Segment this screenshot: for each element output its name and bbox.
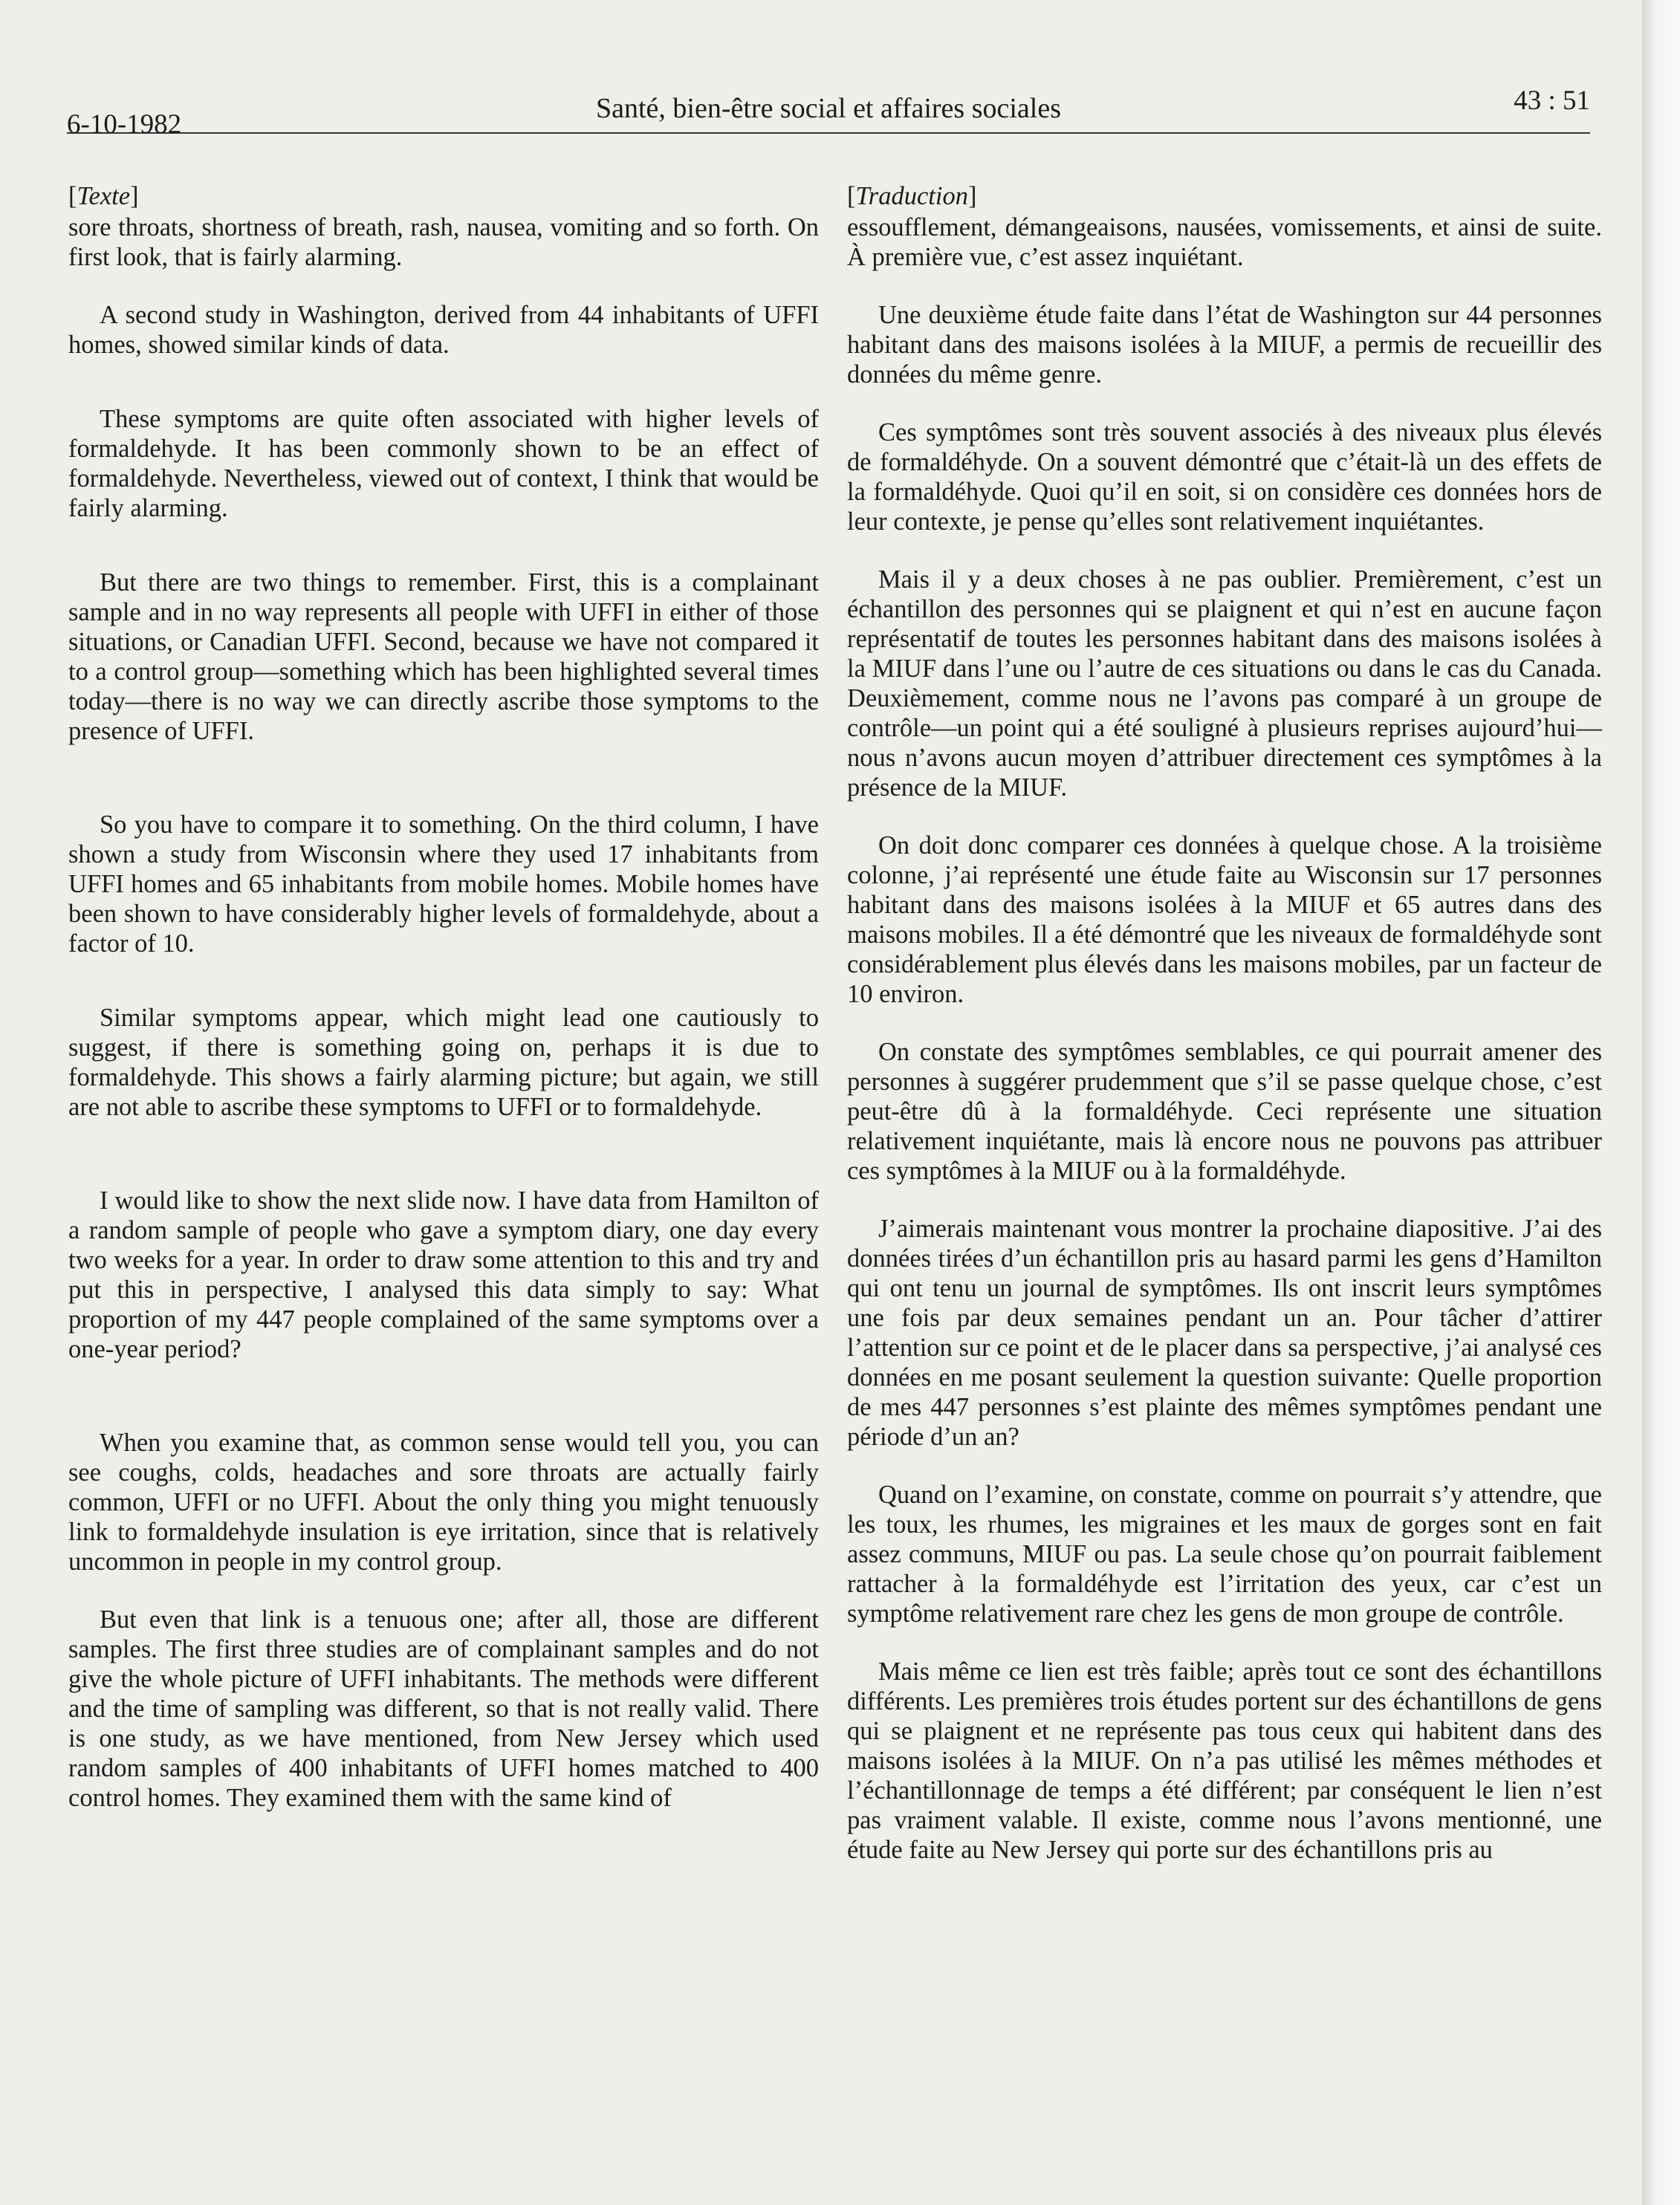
paragraph: J’aimerais maintenant vous montrer la prochaine diapositive. J’ai des données tirées d’un échantillon pris au hasard parmi les gens d’Hamilton qui ont tenu un journal de symptômes. Ils ont inscrit leurs symptômes une fois par deux semaines pendant un an. Pour tâcher d’attirer l’attention sur ce point et de le placer dans sa perspective, j’ai analysé ces données en me posant seulement la question suivante: Quelle proportion de mes 447 personnes s’est plainte des mêmes symptômes pendant une période d’un an? — [847, 1215, 1602, 1451]
paragraph: When you examine that, as common sense would tell you, you can see coughs, colds, headaches and sore throats are actually fairly common, UFFI or no UFFI. About the only thing you might tenuously link to formaldehyde insulation is eye irritation, since that is relatively uncommon in people in my control group. — [68, 1429, 819, 1576]
paragraph: So you have to compare it to something. On the third column, I have shown a study from Wisconsin where they used 17 inhabitants from UFFI homes and 65 inhabitants from mobile homes. Mobile homes have been shown to have considerably higher levels of formaldehyde, about a factor of 10. — [68, 811, 819, 958]
page-number: 43 : 51 — [1514, 85, 1590, 116]
paragraph: But there are two things to remember. First, this is a complainant sample and in no way represents all people with UFFI in either of those situations, or Canadian UFFI. Second, because we have not compared it to a control group—something which has been highlighted several times today—there is no way we can directly ascribe those symptoms to the presence of UFFI. — [68, 568, 819, 745]
paragraph: essoufflement, démangeaisons, nausées, vomissements, et ainsi de suite. À première vue, c’est assez inquiétant. — [847, 213, 1602, 271]
paragraph: On constate des symptômes semblables, ce qui pourrait amener des personnes à suggérer prudemment que s’il se passe quelque chose, c’est peut-être dû à la formaldéhyde. Ceci représente une situation relativement inquiétante, mais là encore nous ne pouvons pas attribuer ces symptômes à la MIUF ou à la formaldéhyde. — [847, 1038, 1602, 1185]
page-header — [67, 85, 1590, 140]
english-column — [68, 181, 819, 1813]
paragraph: These symptoms are quite often associated with higher levels of formaldehyde. It has been commonly shown to be an effect of formaldehyde. Nevertheless, viewed out of context, I think that would be fairly alarming. — [68, 405, 819, 522]
paragraph: Mais même ce lien est très faible; après tout ce sont des échantillons différents. Les premières trois études portent sur des échantillons de gens qui se plaignent et ne représente pas tous ceux qui habitent dans des maisons isolées à la MIUF. On n’a pas utilisé les mêmes méthodes et l’échantillonnage de temps a été différent; par conséquent le lien n’est pas vraiment valable. Il existe, comme nous l’avons mentionné, une étude faite au New Jersey qui porte sur des échantillons pris au — [847, 1657, 1602, 1864]
column-label-traduction: [Traduction] — [847, 182, 977, 210]
paragraph: A second study in Washington, derived from 44 inhabitants of UFFI homes, showed similar kinds of data. — [68, 301, 819, 359]
paragraph: sore throats, shortness of breath, rash, nausea, vomiting and so forth. On first look, that is fairly alarming. — [68, 213, 819, 271]
column-label-texte: [Texte] — [68, 182, 139, 210]
french-column — [847, 181, 1602, 1865]
header-title: Santé, bien-être social et affaires sociales — [595, 93, 1062, 124]
paragraph: But even that link is a tenuous one; after all, those are different samples. The first three studies are of complainant samples and do not give the whole picture of UFFI inhabitants. The methods were different and the time of sampling was different, so that is not really valid. There is one study, as we have mentioned, from New Jersey which used random samples of 400 inhabitants of UFFI homes matched to 400 control homes. They examined them with the same kind of — [68, 1605, 819, 1812]
page-edge — [1642, 0, 1680, 2205]
paragraph: Une deuxième étude faite dans l’état de Washington sur 44 personnes habitant dans des maisons isolées à la MIUF, a permis de recueillir des données du même genre. — [847, 301, 1602, 389]
paragraph: Mais il y a deux choses à ne pas oublier. Premièrement, c’est un échantillon des personnes qui se plaignent et qui n’est en aucune façon représentatif de toutes les personnes habitant dans des maisons isolées à la MIUF dans l’une ou l’autre de ces situations ou dans le cas du Canada. Deuxièmement, comme nous ne l’avons pas comparé à un groupe de contrôle—un point qui a été souligné à plusieurs reprises aujourd’hui—nous n’avons aucun moyen d’attribuer directement ces symptômes à la présence de la MIUF. — [847, 565, 1602, 802]
header-date: 6-10-1982 — [67, 109, 182, 140]
paragraph: Similar symptoms appear, which might lead one cautiously to suggest, if there is something going on, perhaps it is due to formaldehyde. This shows a fairly alarming picture; but again, we still are not able to ascribe these symptoms to UFFI or to formaldehyde. — [68, 1004, 819, 1121]
paragraph: I would like to show the next slide now. I have data from Hamilton of a random sample of people who gave a symptom diary, one day every two weeks for a year. In order to draw some attention to this and try and put this in perspective, I analysed this data simply to say: What proportion of my 447 people complained of the same symptoms over a one-year period? — [68, 1186, 819, 1363]
paragraph: On doit donc comparer ces données à quelque chose. A la troisième colonne, j’ai représenté une étude faite au Wisconsin sur 17 personnes habitant dans des maisons isolées à la MIUF et 65 autres dans des maisons mobiles. Il a été démontré que les niveaux de formaldéhyde sont considérablement plus élevés dans les maisons mobiles, par un facteur de 10 environ. — [847, 831, 1602, 1008]
paragraph: Quand on l’examine, on constate, comme on pourrait s’y attendre, que les toux, les rhumes, les migraines et les maux de gorges sont en fait assez communs, MIUF ou pas. La seule chose qu’on pourrait faiblement rattacher à la formaldéhyde est l’irritation des yeux, car c’est un symptôme relativement rare chez les gens de mon groupe de contrôle. — [847, 1481, 1602, 1628]
paragraph: Ces symptômes sont très souvent associés à des niveaux plus élevés de formaldéhyde. On a souvent démontré que c’était-là un des effets de la formaldéhyde. Quoi qu’il en soit, si on considère ces données hors de leur contexte, je pense qu’elles sont relativement inquiétantes. — [847, 418, 1602, 536]
